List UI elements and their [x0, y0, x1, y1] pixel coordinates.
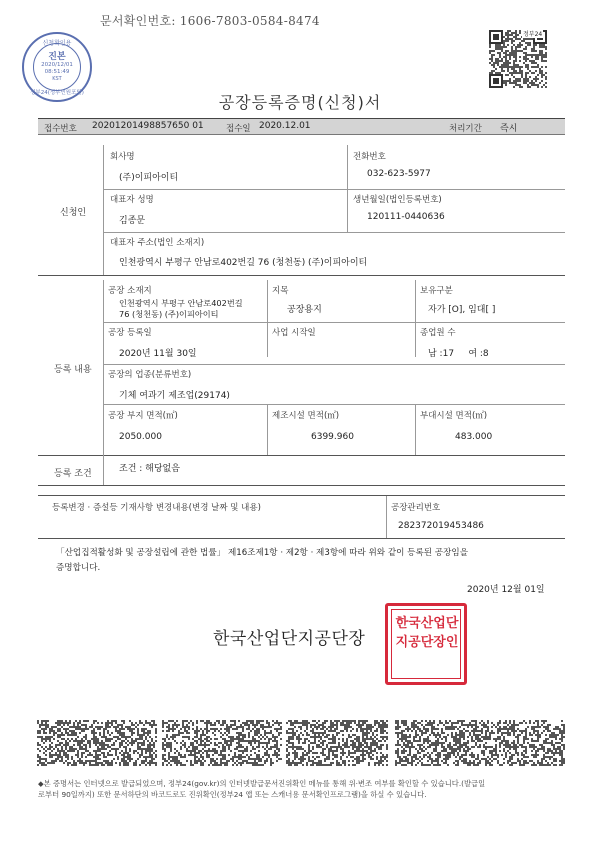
ownership-label: 보유구분 [420, 286, 453, 296]
change-top-line [38, 495, 565, 496]
processing-period-label: 처리기간 [449, 124, 482, 134]
barcode-2 [162, 720, 282, 766]
conditions-section-label: 등록 조건 [54, 469, 92, 479]
applicant-section-label: 신청인 [60, 208, 87, 218]
phone-value: 032-623-5977 [367, 169, 431, 179]
aux-area-label: 부대시설 면적(㎡) [420, 411, 488, 421]
change-divider [386, 495, 387, 538]
birth-label: 생년월일(법인등록번호) [353, 195, 442, 205]
registration-date-label: 공장 등록일 [108, 328, 152, 338]
applicant-divider [103, 145, 104, 275]
applicant-row-line-1 [103, 189, 565, 190]
change-label: 등록변경 · 증설등 기재사항 변경내용(변경 날짜 및 내용) [52, 503, 261, 513]
registration-section-label: 등록 내용 [54, 365, 92, 375]
factory-address-line-2: 76 (청천동) (주)이피아이티 [119, 309, 219, 319]
issuer-name: 한국산업단지공단장 [213, 629, 366, 649]
conditions-bottom-line [38, 485, 565, 486]
seal-time: 08:51:49 [44, 69, 70, 75]
receipt-date-value: 2020.12.01 [259, 121, 311, 131]
registration-bottom-line [38, 455, 565, 456]
document-title: 공장등록증명(신청)서 [218, 93, 382, 112]
seal-small: KST [52, 76, 62, 82]
industry-label: 공장의 업종(분류번호) [108, 370, 192, 380]
mfg-area-value: 6399.960 [311, 432, 354, 442]
seal-top-text: 신청확인용 [42, 40, 72, 47]
registration-date-value: 2020년 11월 30일 [119, 349, 197, 359]
receipt-date-label: 접수일 [226, 124, 251, 134]
change-bottom-line [38, 538, 565, 539]
industry-value: 기체 여과기 제조업(29174) [119, 391, 230, 401]
registration-col-3 [267, 404, 268, 455]
phone-label: 전화번호 [353, 152, 386, 162]
representative-label: 대표자 성명 [110, 195, 154, 205]
statement-line-2: 증명합니다. [56, 563, 101, 573]
registration-row-line-2 [103, 364, 565, 365]
registration-col-4 [415, 404, 416, 455]
factory-address-line-1: 인천광역시 부평구 안남로402번길 [119, 298, 243, 308]
start-date-label: 사업 시작일 [272, 328, 316, 338]
qr-caption: 정부24 [523, 31, 543, 38]
registration-divider [103, 280, 104, 455]
registration-row-line-3 [103, 404, 565, 405]
land-type-label: 지목 [272, 286, 289, 296]
footer-line-2: 로부터 90일까지) 또한 문서하단의 바코드로도 진위확인(정부24 앱 또는 스캐너용 문서확인프로그램)을 하실 수 있습니다. [38, 790, 427, 799]
footer-line-1: ◆본 증명서는 인터넷으로 발급되었으며, 정부24(gov.kr)의 인터넷발급문서진위확인 메뉴를 통해 위·변조 여부를 확인할 수 있습니다.(발급일 [38, 779, 486, 788]
employee-value: 남 :17 여 :8 [428, 349, 489, 359]
receipt-number-label: 접수번호 [44, 124, 77, 134]
mfg-area-label: 제조시설 면적(㎡) [272, 411, 340, 421]
company-label: 회사명 [110, 152, 135, 162]
receipt-number-value: 20201201498857650 01 [92, 121, 204, 131]
seal-bottom-text: 정부24(정부민원포털) [30, 90, 84, 96]
company-value: (주)이피아이티 [119, 173, 179, 183]
official-red-seal [385, 603, 467, 685]
registration-row-line-1 [103, 322, 565, 323]
conditions-divider [103, 455, 104, 485]
barcode-1 [37, 720, 157, 766]
processing-period-value: 즉시 [500, 124, 518, 134]
seal-date: 2020/12/01 [41, 62, 73, 68]
management-number-value: 282372019453486 [398, 521, 484, 531]
land-type-value: 공장용지 [287, 305, 322, 315]
address-value: 인천광역시 부평구 안남로402번길 76 (청천동) (주)이피아이티 [119, 258, 368, 268]
aux-area-value: 483.000 [455, 432, 493, 442]
management-number-label: 공장관리번호 [391, 503, 441, 513]
ownership-value: 자가 [O], 임대[ ] [428, 305, 496, 315]
site-area-label: 공장 부지 면적(㎡) [108, 411, 178, 421]
applicant-row-line-2 [103, 232, 565, 233]
site-area-value: 2050.000 [119, 432, 162, 442]
barcode-3 [286, 720, 388, 766]
footer-notice [38, 778, 564, 800]
statement-line-1: 「산업집적활성화 및 공장설립에 관한 법률」 제16조제1항 · 제2항 · 제3항에 따라 위와 같이 등록된 공장임을 [56, 548, 468, 558]
birth-value: 120111-0440636 [367, 212, 445, 222]
applicant-bottom-line [38, 275, 565, 276]
seal-center-text: 진본 [48, 52, 66, 62]
barcode-4 [395, 720, 565, 766]
conditions-value: 조건 : 해당없음 [119, 464, 180, 474]
address-label: 대표자 주소(법인 소재지) [110, 238, 205, 248]
red-seal-text: 한국산업단지공단장인 [395, 616, 459, 650]
employee-label: 종업원 수 [420, 328, 456, 338]
registration-col-2 [415, 280, 416, 357]
registration-col-1 [267, 280, 268, 357]
representative-value: 김종문 [119, 216, 146, 226]
document-confirm-number: 문서확인번호: 1606-7803-0584-8474 [100, 14, 320, 28]
factory-address-label: 공장 소재지 [108, 286, 152, 296]
issue-date: 2020년 12월 01일 [467, 585, 545, 595]
qr-code [489, 30, 547, 88]
